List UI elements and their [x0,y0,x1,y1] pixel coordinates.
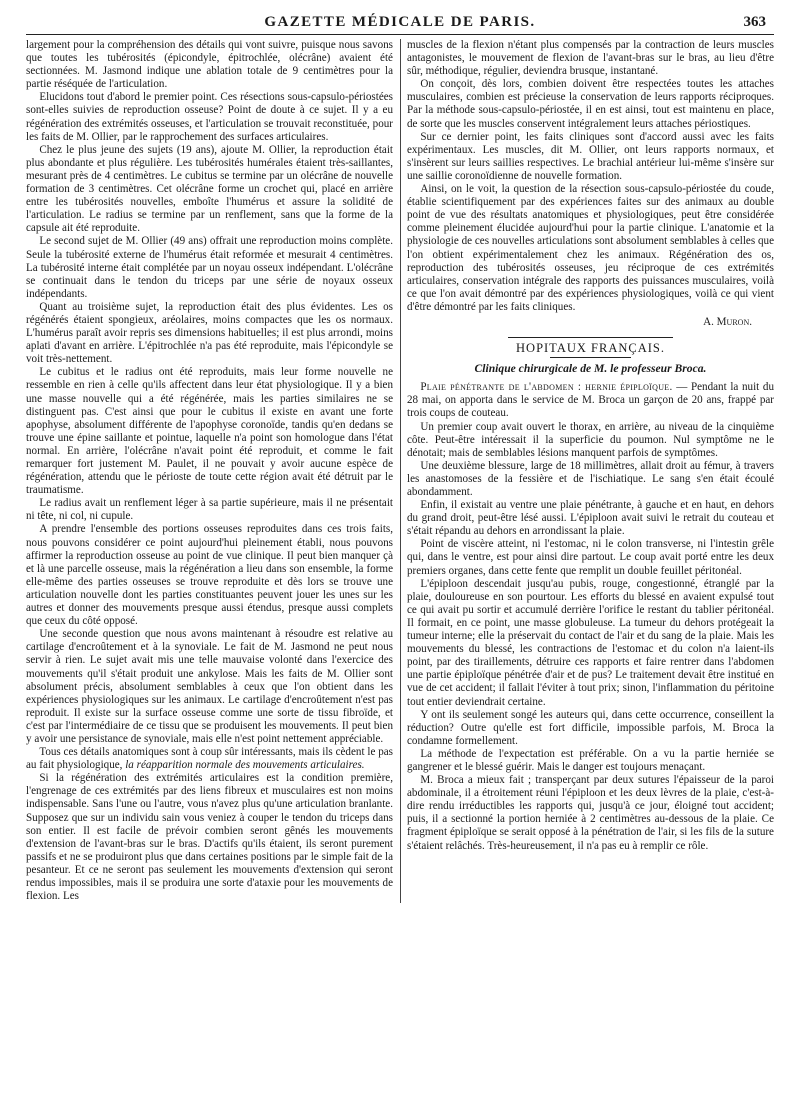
paragraph-text: Tous ces détails anatomiques sont à coup sûr intéressants, mais ils cèdent le pas au fait physiologique, [26,746,393,772]
emphasis-text: la réapparition normale des mouvements articulaires. [125,759,365,772]
section-title-underline [550,357,631,358]
paragraph: largement pour la compréhension des détails qui vont suivre, puisque nous savons que toutes les tubérosités (épicondyle, épitrochlée, olécrâne) avaient été sectionnées. M. Jasmond indique une ablation totale de 9 centimètres pour la partie réséquée de l'articulation. [26,39,393,91]
text-columns [26,39,774,903]
running-header [26,8,774,35]
paragraph: Un premier coup avait ouvert le thorax, en arrière, au niveau de la cinquième côte. Peut-être intéressait il la superficie du poumon. Nul symptôme ne le dénotait; mais de semblables lésions manquent parfois de symptômes. [407,420,774,459]
left-column [26,39,393,903]
article-signature: A. Muron. [703,315,752,328]
section-divider [508,337,673,338]
paragraph: M. Broca a mieux fait ; transperçant par deux sutures l'épaisseur de la paroi abdominale, il a étroitement réuni l'épiploon et les deux lèvres de la plaie, c'est-à-dire rendu irréductibles les rapports qui, jusqu'à ce jour, éloigné tout accident; puis, il a sectionné la portion herniée à 2 centimètres au-dessous de la plaie. Ce fragment épiploïque se serait opposé à la pénétration de l'air, si les fils de la suture s'étaient relâchés. Très-heureusement, il n'a pas eu à remplir ce rôle. [407,774,774,852]
section-title: HOPITAUX FRANÇAIS. [516,341,665,356]
paragraph: Une deuxième blessure, large de 18 millimètres, allait droit au fémur, à travers les anastomoses de la fessière et de l'ischiatique. Le sang s'en était écoulé abondamment. [407,459,774,498]
paragraph: Le second sujet de M. Ollier (49 ans) offrait une reproduction moins complète. Seule la tubérosité externe de l'humérus était reformée et mesurait 4 centimètres. La tubérosité interne était complétée par un noyau osseux indépendant. L'olécrâne se continuait dans le tendon du triceps par une série de noyaux osseux indépendants. [26,235,393,300]
paragraph [26,746,393,772]
paragraph [407,381,774,420]
paragraph: Le cubitus et le radius ont été reproduits, mais leur forme nouvelle ne ressemble en rien à celle qu'ils affectent dans leur état physiologique. Il y a bien une masse nouvelle qui a été régénérée, mais les parties similaires ne se distinguent pas. C'est ainsi que pour le cubitus il existe en avant une forte apophyse, absolument différente de l'apophyse coronoïde, tandis qu'en dedans se trouve une épine saillante et pointue, laquelle n'a point son homologue dans l'état normal. En arrière, l'olécrâne n'avait point été reproduit, et comme le fait remarquer fort justement M. Paulet, il ne pouvait y avoir aucune espèce de régénération, attendu que le périoste de toute cette région avait été détruit par le traumatisme. [26,366,393,497]
paragraph: Sur ce dernier point, les faits cliniques sont d'accord aussi avec les faits expérimentaux. Les muscles, dit M. Ollier, ont leurs rapports normaux, et s'insèrent sur leurs saillies respectives. Le brachial antérieur lui-même s'insère sur une saillie coronoïdienne de nouvelle formation. [407,130,774,182]
paragraph: Point de viscère atteint, ni l'estomac, ni le colon transverse, ni l'intestin grêle qui, dans le ventre, est pour ainsi dire partout. Le coup avait porté entre les deux premiers organes, dans cette fente que remplit un double feuillet péritonéal. [407,538,774,577]
paragraph: Elucidons tout d'abord le premier point. Ces résections sous-capsulo-périostées sont-elles suivies de reproduction osseuse? Point de doute à ce sujet. Il y a eu régénération des extrémités osseuses, et l'articulation se trouvait reconstituée, pour les faits de M. Ollier, par le rapprochement des surfaces articulaires. [26,91,393,143]
paragraph: Le radius avait un renflement léger à sa partie supérieure, mais il ne présentait ni tête, ni col, ni cupule. [26,497,393,523]
paragraph: Chez le plus jeune des sujets (19 ans), ajoute M. Ollier, la reproduction était plus abondante et plus régulière. Les tubérosités humérales étaient très-saillantes, mesurant près de 4 centimètres. Le cubitus se termine par un olécrâne de nouvelle formation de 3 centimètres. Cet olécrâne forme un crochet qui, placé en arrière entre les tubérosités nouvelles, emboîte l'humérus et assure la solidité de l'articulation. Le radius se termine par un renflement, sans que la forme de la capsule ait été reproduite. [26,143,393,235]
paragraph: Ainsi, on le voit, la question de la résection sous-capsulo-périostée du coude, établie scientifiquement par des expériences faites sur des animaux au double point de vue des résultats anatomiques et physiologiques, peut être considérée comme pleinement élucidée aujourd'hui pour la partie clinique. L'anatomie et la physiologie de ces nouvelles articulations sont absolument semblables à celles que l'on obtient expérimentalement chez les animaux. Régénération des os, reproduction des tubérosités osseuses, jeu réciproque de ces extrémités articulaires, conservation intégrale des rapports des puissances musculaires, voilà ce que l'on avait démontré par des expériences physiologiques, voilà ce qui vient d'être démontré par les faits cliniques. [407,183,774,313]
paragraph: Une seconde question que nous avons maintenant à résoudre est relative au cartilage d'encroûtement et à la synoviale. Le fait de M. Jasmond ne peut nous servir à rien. Le sujet avait mis une telle mauvaise volonté dans l'exercice des mouvements qu'il s'était produit une ankylose. Mais les faits de M. Ollier sont absolument précis, absolument semblables à ceux que l'on obtient dans les expériences physiologiques sur les animaux. Le cartilage d'encroûtement n'est pas reproduit. Il existe sur la surface osseuse comme une sorte de tissu fibroïde, et c'est par l'intermédiaire de ce tissu que se produisent les mouvements. Il peut bien y avoir une persistance de synoviale, mais elle n'est point nettement appréciable. [26,628,393,745]
paragraph: muscles de la flexion n'étant plus compensés par la contraction de leurs muscles antagonistes, le mouvement de flexion de l'avant-bras sur le bras, au lieu d'être sûr, méthodique, régulier, deviendra brusque, instantané. [407,39,774,78]
right-column [407,39,774,903]
paragraph: Quant au troisième sujet, la reproduction était des plus évidentes. Les os régénérés étaient spongieux, aréolaires, moins compactes que les os normaux. L'humérus paraît avoir repris ses dimensions habituelles; il est plus arrondi, moins aplati d'avant en arrière. L'épitrochlée n'a pas été reproduite, mais l'épicondyle se voit très-nettement. [26,300,393,366]
subsection-title: Clinique chirurgicale de M. le professeur Broca. [474,362,707,376]
paragraph: Y ont ils seulement songé les auteurs qui, dans cette occurrence, conseillent la réduction? Outre qu'elle est fort difficile, impossible parfois, M. Broca la condamne formellement. [407,708,774,747]
paragraph: La méthode de l'expectation est préférable. On a vu la partie herniée se gangrener et le blessé guérir. Mais le danger est toujours menaçant. [407,747,774,773]
paragraph: L'épiploon descendait jusqu'au pubis, rouge, congestionné, étranglé par la plaie, douloureuse en son pourtour. Les efforts du blessé en avaient expulsé tout ce qui avait pu sortir et accumulé derrière l'orifice le restant du tablier péritonéal. Il formait, en ce point, une masse globuleuse. La tumeur du dehors protégeait la tumeur interne; elle la préservait du contact de l'air et du sang de la plaie. Mais les mouvements du blessé, les contractions de l'estomac et du colon n'a laient-ils point, par des tiraillements, détruire ces rapports et faire rentrer dans l'abdomen une partie épiploïque pénétrée d'air et de pus? Le traitement devait être institué en vue de cet accident; il fallait l'éviter à tout prix; sinon, l'inflammation du péritoine tout entier deviendrait certaine. [407,577,774,708]
page-number: 363 [743,14,766,30]
paragraph: On conçoit, dès lors, combien doivent être respectées toutes les attaches musculaires, combien est précieuse la conservation de leurs rapports réciproques. Par la méthode sous-capsulo-périostée, il en est ainsi, tout est maintenu en place, de sorte que les muscles conservent intégralement leurs attaches périostiques. [407,78,774,130]
paragraph-text: — Pendant la nuit du 28 mai, on apporta dans le service de M. Broca un garçon de 20 ans, frappé par trois coups de couteau. [407,381,774,420]
case-title: Plaie pénétrante de l'abdomen : hernie épiploïque. [420,381,673,394]
paragraph: Si la régénération des extrémités articulaires est la condition première, l'engrenage de ces extrémités par des liens fibreux et musculaires est non moins indispensable. Sans l'une ou l'autre, vous n'avez plus qu'une articulation branlante. Supposez que sur un individu sain vous veniez à couper le tendon du triceps dans son entier. Il est facile de prévoir combien seront gênés les mouvements d'extension de l'avant-bras sur le bras. D'actifs qu'ils étaient, ils seront purement passifs et ne se produiront plus que dans certaines positions par le simple fait de la pesanteur. Et ce ne seront pas seulement les mouvements d'extension qui seront rendus impossibles, mais il se produira une sorte d'ataxie pour les mouvements de flexion. Les [26,772,393,903]
journal-title: GAZETTE MÉDICALE DE PARIS. [264,14,536,30]
paragraph: A prendre l'ensemble des portions osseuses reproduites dans ces trois faits, nous pouvons considérer ce point aujourd'hui pleinement établi, nous pouvons affirmer la reproduction osseuse au point de vue clinique. Il peut bien manquer çà et là une parcelle osseuse, mais la régénération a lieu dans son ensemble, la forme elle-même des parties osseuses se trouve reproduite et dès lors se trouve une articulation nouvelle dont les parties constituantes peuvent jouer les unes sur les autres et donner des mouvements presque aussi étendus, presque aussi complets que ceux du côté opposé. [26,523,393,628]
paragraph: Enfin, il existait au ventre une plaie pénétrante, à gauche et en haut, en dehors du grand droit, peut-être lésé aussi. L'épiploon avait suivi le retrait du couteau et s'était répandu au dehors en arrondissant la plaie. [407,499,774,538]
